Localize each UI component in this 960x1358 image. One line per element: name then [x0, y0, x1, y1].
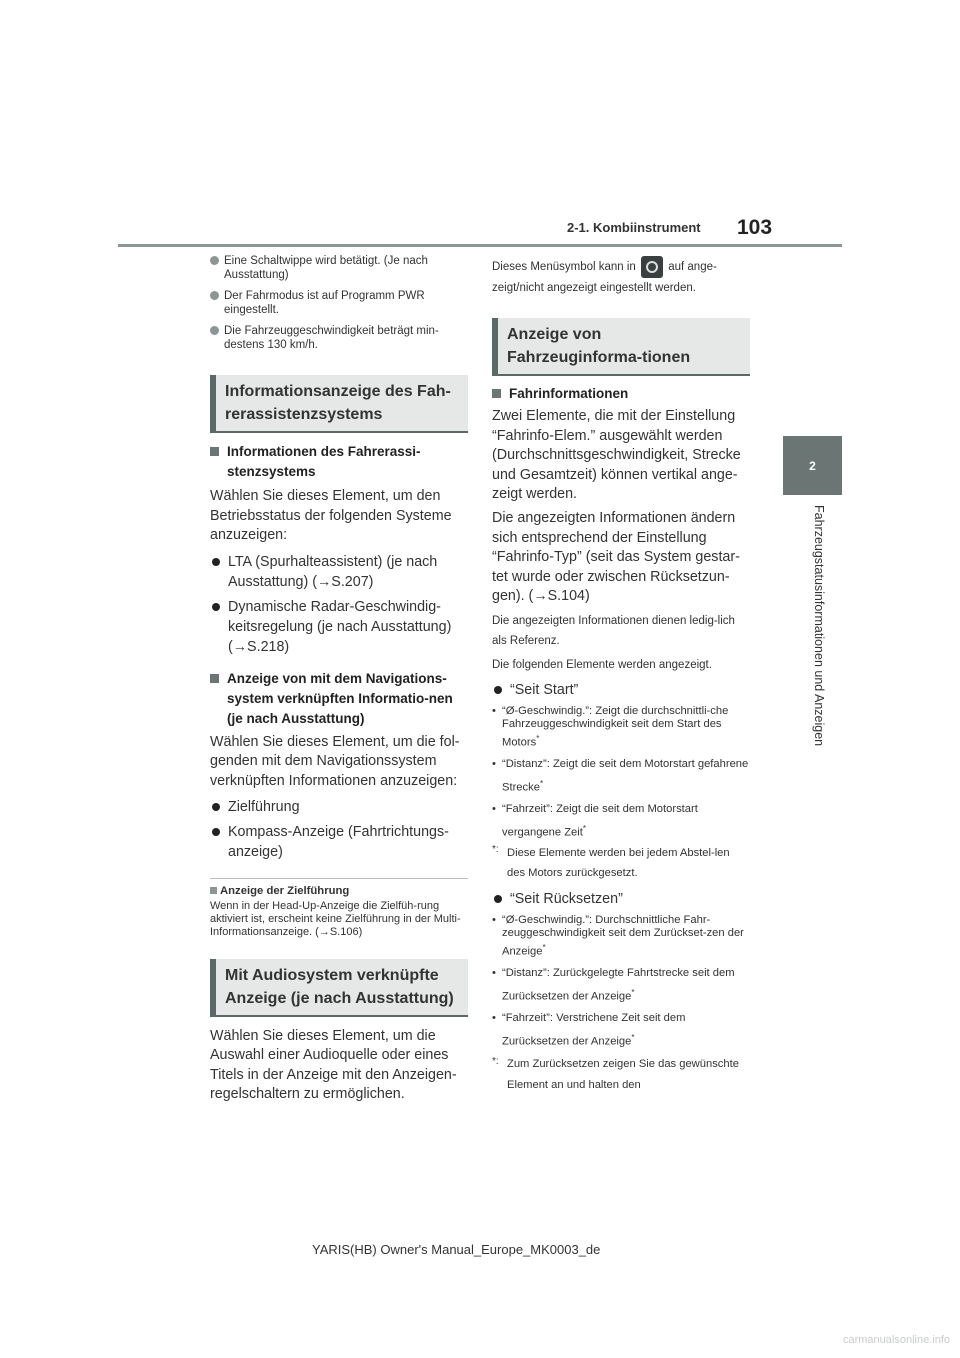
bullet-disc-icon [494, 686, 502, 694]
settings-gear-icon [641, 256, 663, 278]
footer-text: YARIS(HB) Owner's Manual_Europe_MK0003_de [312, 1242, 601, 1257]
chapter-number: 2 [809, 458, 816, 473]
bullet-item: Die Fahrzeuggeschwindigkeit beträgt min-destens 130 km/h. [210, 324, 468, 352]
sub-list-item: • “Distanz”: Zeigt die seit dem Motorstart gefahrene Strecke* [492, 758, 749, 794]
watermark: carmanualsonline.info [842, 1334, 950, 1346]
sub-list-item: • “Ø-Geschwindig.”: Durchschnittliche Fahr-zeuggeschwindigkeit seit dem Zurückset-zen der Anzeige* [492, 913, 744, 958]
paragraph: Wählen Sie dieses Element, um die Auswahl einer Audioquelle oder eines Titels in der Anzeige mit den Anzeigen-regelschaltern zu ermöglichen. [210, 1027, 457, 1103]
chapter-tab [783, 436, 842, 495]
subheading: Informationen des Fahrerassi-stenzsystems [210, 442, 468, 482]
list-item: Zielführung [210, 797, 468, 817]
footnote: *: Zum Zurücksetzen zeigen Sie das gewünschte Element an und halten den [492, 1056, 739, 1092]
subheading: Anzeige von mit dem Navigations-system verknüpften Informatio-nen (je nach Ausstattung) [210, 669, 468, 729]
paragraph: Wählen Sie dieses Element, um den Betriebsstatus der folgenden Systeme anzuzeigen: [210, 488, 452, 544]
list-item: “Seit Rücksetzen” [492, 889, 750, 909]
square-bullet-icon [492, 389, 501, 398]
bullet-item: Der Fahrmodus ist auf Programm PWR eingestellt. [210, 289, 468, 317]
subheading: Fahrinformationen [492, 384, 750, 404]
section-title: 2-1. Kombiinstrument [567, 220, 701, 235]
note-heading: Anzeige der Zielführung [210, 884, 468, 898]
sub-list-item: • “Ø-Geschwindig.”: Zeigt die durchschnittli-che Fahrzeuggeschwindigkeit seit dem Start des Motors* [492, 704, 729, 749]
intro-text: Dieses Menüsymbol kann in auf ange-zeigt/nicht angezeigt eingestellt werden. [492, 256, 750, 298]
bullet-item: Eine Schaltwippe wird betätigt. (Je nach Ausstattung) [210, 254, 468, 282]
right-column [492, 254, 750, 1096]
bullet-disc-icon [494, 895, 502, 903]
note-text: Wenn in der Head-Up-Anzeige die Zielfüh-rung aktiviert ist, erscheint keine Zielführung in der Multi-Informationsanzeige. (→S.106) [210, 899, 461, 938]
paragraph: Die angezeigten Informationen ändern sich entsprechend der Einstellung “Fahrinfo-Typ” (seit das System gestar-tet wurde oder zwischen Rücksetzun-gen). (→S.104) [492, 509, 740, 605]
bullet-disc-icon [212, 603, 220, 611]
bullet-dot-icon [210, 326, 219, 335]
paragraph: Wählen Sie dieses Element, um die fol-genden mit dem Navigationssystem verknüpften Informationen anzuzeigen: [210, 733, 460, 789]
list-item: Dynamische Radar-Geschwindig-keitsregelung (je nach Ausstattung) (→S.218) [210, 597, 468, 657]
header-rule [118, 244, 842, 247]
small-square-icon [210, 887, 217, 894]
bullet-dot-icon [210, 291, 219, 300]
footnote: *: Diese Elemente werden bei jedem Abstel-len des Motors zurückgesetzt. [492, 843, 730, 879]
bullet-disc-icon [212, 803, 220, 811]
page-number: 103 [737, 216, 773, 239]
list-item: “Seit Start” [492, 680, 750, 700]
paragraph: Zwei Elemente, die mit der Einstellung “Fahrinfo-Elem.” ausgewählt werden (Durchschnittsgeschwindigkeit, Strecke und Gesamtzeit) können vertikal ange-zeigt werden. [492, 408, 741, 503]
section-box-vehicle-info: Anzeige von Fahrzeuginforma-tionen [492, 318, 750, 376]
sub-list-item: • “Distanz”: Zurückgelegte Fahrtstrecke seit dem Zurücksetzen der Anzeige* [492, 966, 735, 1003]
square-bullet-icon [210, 447, 219, 456]
list-item: LTA (Spurhalteassistent) (je nach Ausstattung) (→S.207) [210, 552, 468, 592]
sub-list-item: • “Fahrzeit”: Zeigt die seit dem Motorstart vergangene Zeit* [492, 802, 698, 839]
left-column [210, 254, 468, 1105]
chapter-label: Fahrzeugstatusinformationen und Anzeigen [812, 505, 826, 747]
bullet-disc-icon [212, 558, 220, 566]
bullet-disc-icon [212, 828, 220, 836]
small-text: Die folgenden Elemente werden angezeigt. [492, 658, 712, 671]
square-bullet-icon [210, 674, 219, 683]
section-box-audio: Mit Audiosystem verknüpfte Anzeige (je nach Ausstattung) [210, 959, 468, 1017]
small-text: Die angezeigten Informationen dienen ledig-lich als Referenz. [492, 614, 735, 647]
sub-list-item: • “Fahrzeit”: Verstrichene Zeit seit dem Zurücksetzen der Anzeige* [492, 1011, 686, 1048]
list-item: Kompass-Anzeige (Fahrtrichtungs-anzeige) [210, 822, 468, 862]
bullet-dot-icon [210, 256, 219, 265]
section-box-driver-assist: Informationsanzeige des Fah-rerassistenzsystems [210, 375, 468, 433]
